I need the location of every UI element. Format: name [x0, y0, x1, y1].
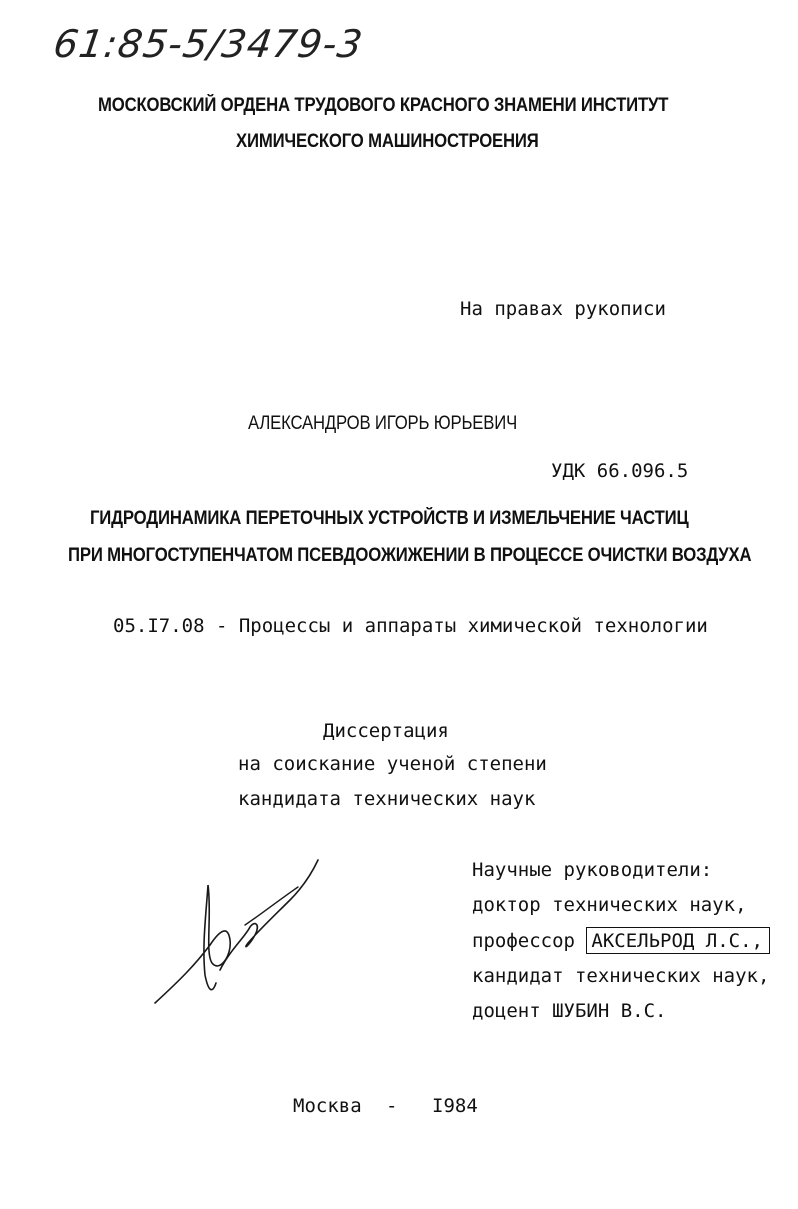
author-name: АЛЕКСАНДРОВ ИГОРЬ ЮРЬЕВИЧ: [248, 413, 518, 434]
title-line-2: ПРИ МНОГОСТУПЕНЧАТОМ ПСЕВДООЖИЖЕНИИ В ПРОЦЕССЕ ОЧИСТКИ ВОЗДУХА: [68, 545, 752, 566]
manuscript-rights: На правах рукописи: [460, 298, 666, 320]
dissertation-line-3: кандидата технических наук: [238, 788, 536, 810]
institute-line-2: ХИМИЧЕСКОГО МАШИНОСТРОЕНИЯ: [236, 131, 539, 152]
supervisor-2-title: доцент ШУБИН В.С.: [472, 1000, 667, 1022]
institute-line-1: МОСКОВСКИЙ ОРДЕНА ТРУДОВОГО КРАСНОГО ЗНАМЕНИ ИНСТИТУТ: [98, 95, 669, 116]
place: Москва: [293, 1095, 362, 1117]
supervisor-1-name-box: АКСЕЛЬРОД Л.С.,: [586, 927, 770, 954]
supervisor-1-title: [472, 929, 770, 953]
dissertation-line-2: на соискание ученой степени: [238, 753, 547, 775]
supervisor-1-rank: профессор: [472, 930, 575, 952]
year: I984: [432, 1095, 478, 1117]
supervisor-1-degree: доктор технических наук,: [472, 894, 747, 916]
archive-code-handwritten: 61:85-5/3479-3: [50, 22, 366, 66]
dissertation-line-1: Диссертация: [323, 720, 449, 742]
udc-code: УДК 66.096.5: [551, 460, 689, 482]
place-year-dash: -: [386, 1095, 398, 1117]
supervisors-heading: Научные руководители:: [472, 859, 713, 881]
signature: [150, 855, 330, 1015]
supervisor-2-degree: кандидат технических наук,: [472, 965, 770, 987]
specialty: 05.I7.08 - Процессы и аппараты химической технологии: [113, 615, 708, 637]
title-line-1: ГИДРОДИНАМИКА ПЕРЕТОЧНЫХ УСТРОЙСТВ И ИЗМЕЛЬЧЕНИЕ ЧАСТИЦ: [90, 508, 689, 529]
